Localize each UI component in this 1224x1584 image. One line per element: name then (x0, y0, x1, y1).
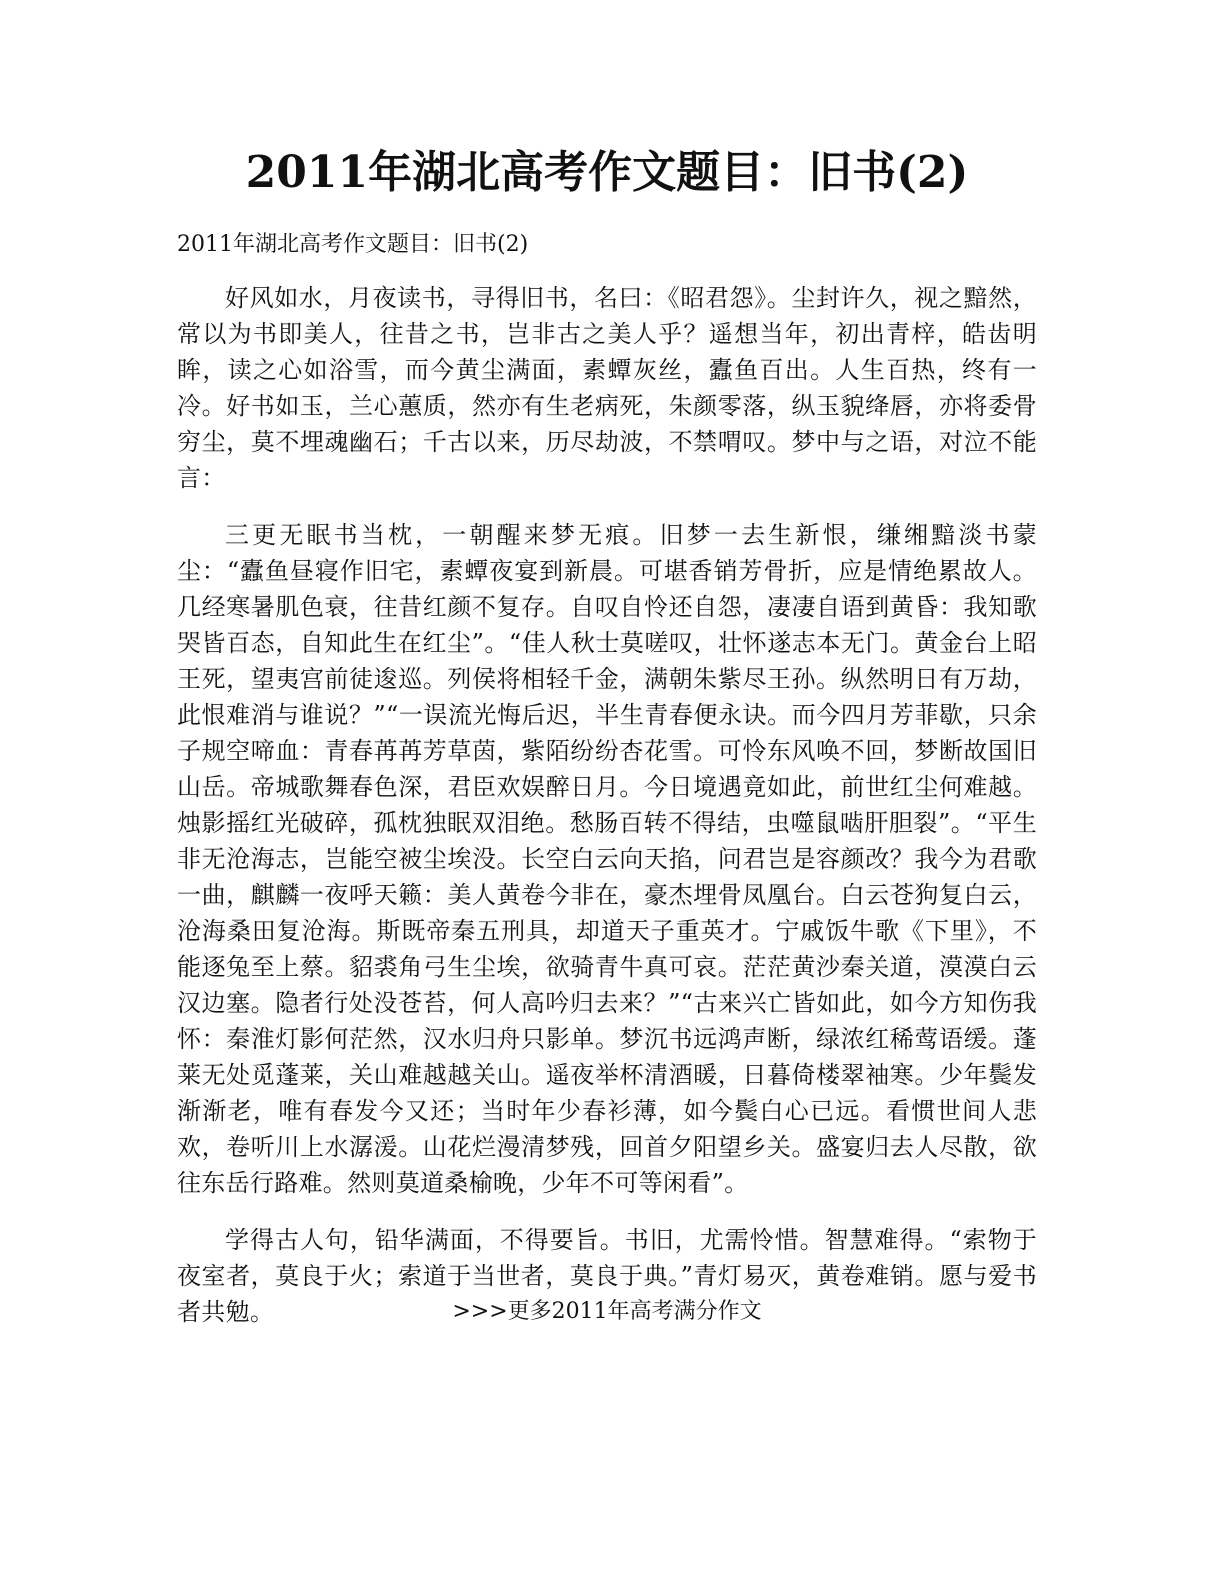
article-body (177, 280, 1037, 1351)
paragraph-3: 学得古人句，铅华满面，不得要旨。书旧，尤需怜惜。智慧难得。“索物于夜室者，莫良于火；索道于当世者，莫良于典。”青灯易灭，黄卷难销。愿与爱书者共勉。 (177, 1226, 1037, 1326)
more-essays-link[interactable]: >>>更多2011年高考满分作文 (452, 1299, 762, 1324)
document-title: 2011年湖北高考作文题目：旧书(2) (245, 147, 969, 198)
paragraph-2: 三更无眠书当枕，一朝醒来梦无痕。旧梦一去生新恨，缣缃黯淡书蒙尘：“蠹鱼昼寝作旧宅，素蟫夜宴到新晨。可堪香销芳骨折，应是情绝累故人。几经寒暑肌色衰，往昔红颜不复存。自叹自怜还自怨，凄凄自语到黄昏：我知歌哭皆百态，自知此生在红尘”。“佳人秋士莫嗟叹，壮怀遂志本无门。黄金台上昭王死，望夷宫前徒逡巡。列侯将相轻千金，满朝朱紫尽王孙。纵然明日有万劫，此恨难消与谁说？”“一误流光悔后迟，半生青春便永诀。而今四月芳菲歇，只余子规空啼血：青春苒苒芳草茵，紫陌纷纷杏花雪。可怜东风唤不回，梦断故国旧山岳。帝城歌舞春色深，君臣欢娱醉日月。今日境遇竟如此，前世红尘何难越。烛影摇红光破碎，孤枕独眠双泪绝。愁肠百转不得结，虫噬鼠啮肝胆裂”。“平生非无沧海志，岂能空被尘埃没。长空白云向天掐，问君岂是容颜改？我今为君歌一曲，麒麟一夜呼天籁：美人黄卷今非在，豪杰埋骨凤凰台。白云苍狗复白云，沧海桑田复沧海。斯既帝秦五刑具，却道天子重英才。宁戚饭牛歌《下里》，不能逐兔至上蔡。貂裘角弓生尘埃，欲骑青牛真可哀。茫茫黄沙秦关道，漠漠白云汉边塞。隐者行处没苍苔，何人高吟归去来？”“古来兴亡皆如此，如今方知伤我怀：秦淮灯影何茫然，汉水归舟只影单。梦沉书远鸿声断，绿浓红稀莺语缓。蓬莱无处觅蓬莱，关山难越越关山。遥夜举杯清酒暖，日暮倚楼翠袖寒。少年鬓发渐渐老，唯有春发今又还；当时年少春衫薄，如今鬓白心已远。看惯世间人悲欢，卷听川上水潺湲。山花烂漫清梦残，回首夕阳望乡关。盛宴归去人尽散，欲往东岳行路难。然则莫道桑榆晚，少年不可等闲看”。 (177, 521, 1037, 1197)
paragraph-1: 好风如水，月夜读书，寻得旧书，名曰：《昭君怨》。尘封许久，视之黯然，常以为书即美人，往昔之书，岂非古之美人乎？遥想当年，初出青梓，皓齿明眸，读之心如浴雪，而今黄尘满面，素蟫灰丝，蠹鱼百出。人生百热，终有一冷。好书如玉，兰心蕙质，然亦有生老病死，朱颜零落，纵玉貌绛唇，亦将委骨穷尘，莫不埋魂幽石；千古以来，历尽劫波，不禁喟叹。梦中与之语，对泣不能言： (177, 284, 1037, 492)
document-subtitle: 2011年湖北高考作文题目：旧书(2) (177, 232, 529, 257)
